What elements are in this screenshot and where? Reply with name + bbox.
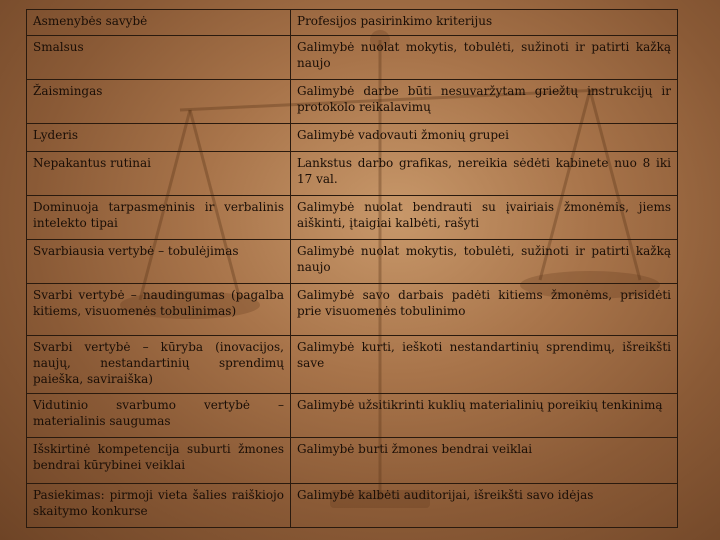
trait-cell: Vidutinio svarbumo vertybė – materialinis saugumas [27, 394, 291, 438]
criterion-cell: Lankstus darbo grafikas, nereikia sėdėti kabinete nuo 8 iki 17 val. [291, 152, 678, 196]
trait-cell: Nepakantus rutinai [27, 152, 291, 196]
criterion-cell: Galimybė kurti, ieškoti nestandartinių sprendimų, išreikšti save [291, 336, 678, 394]
trait-cell: Svarbi vertybė – naudingumas (pagalba kitiems, visuomenės tobulinimas) [27, 284, 291, 336]
trait-cell: Išskirtinė kompetencija suburti žmones bendrai kūrybinei veiklai [27, 438, 291, 484]
criterion-cell: Galimybė burti žmones bendrai veiklai [291, 438, 678, 484]
criterion-cell: Galimybė kalbėti auditorijai, išreikšti savo idėjas [291, 484, 678, 528]
table-row [27, 394, 678, 438]
criterion-cell: Galimybė nuolat mokytis, tobulėti, sužinoti ir patirti kažką naujo [291, 240, 678, 284]
table-row [27, 438, 678, 484]
table-row [27, 196, 678, 240]
trait-cell: Svarbiausia vertybė – tobulėjimas [27, 240, 291, 284]
trait-cell: Pasiekimas: pirmoji vieta šalies raiškiojo skaitymo konkurse [27, 484, 291, 528]
criterion-cell: Galimybė darbe būti nesuvaržytam griežtų instrukcijų ir protokolo reikalavimų [291, 80, 678, 124]
criterion-cell: Galimybė nuolat mokytis, tobulėti, sužinoti ir patirti kažką naujo [291, 36, 678, 80]
trait-cell: Smalsus [27, 36, 291, 80]
trait-cell: Dominuoja tarpasmeninis ir verbalinis intelekto tipai [27, 196, 291, 240]
table-row [27, 124, 678, 152]
criteria-table [26, 9, 678, 528]
trait-cell: Žaismingas [27, 80, 291, 124]
table-row [27, 80, 678, 124]
table-row [27, 484, 678, 528]
table-row [27, 240, 678, 284]
table-row [27, 336, 678, 394]
criterion-cell: Galimybė nuolat bendrauti su įvairiais žmonėmis, jiems aiškinti, įtaigiai kalbėti, rašyti [291, 196, 678, 240]
table-header-row [27, 10, 678, 36]
table-row [27, 36, 678, 80]
criterion-cell: Galimybė vadovauti žmonių grupei [291, 124, 678, 152]
table-row [27, 152, 678, 196]
criterion-cell: Galimybė užsitikrinti kuklių materialinių poreikių tenkinimą [291, 394, 678, 438]
criterion-cell: Galimybė savo darbais padėti kitiems žmonėms, prisidėti prie visuomenės tobulinimo [291, 284, 678, 336]
header-profession-criterion: Profesijos pasirinkimo kriterijus [291, 10, 678, 36]
trait-cell: Svarbi vertybė – kūryba (inovacijos, naujų, nestandartinių sprendimų paieška, saviraiška) [27, 336, 291, 394]
trait-cell: Lyderis [27, 124, 291, 152]
header-personality-trait: Asmenybės savybė [27, 10, 291, 36]
table-row [27, 284, 678, 336]
